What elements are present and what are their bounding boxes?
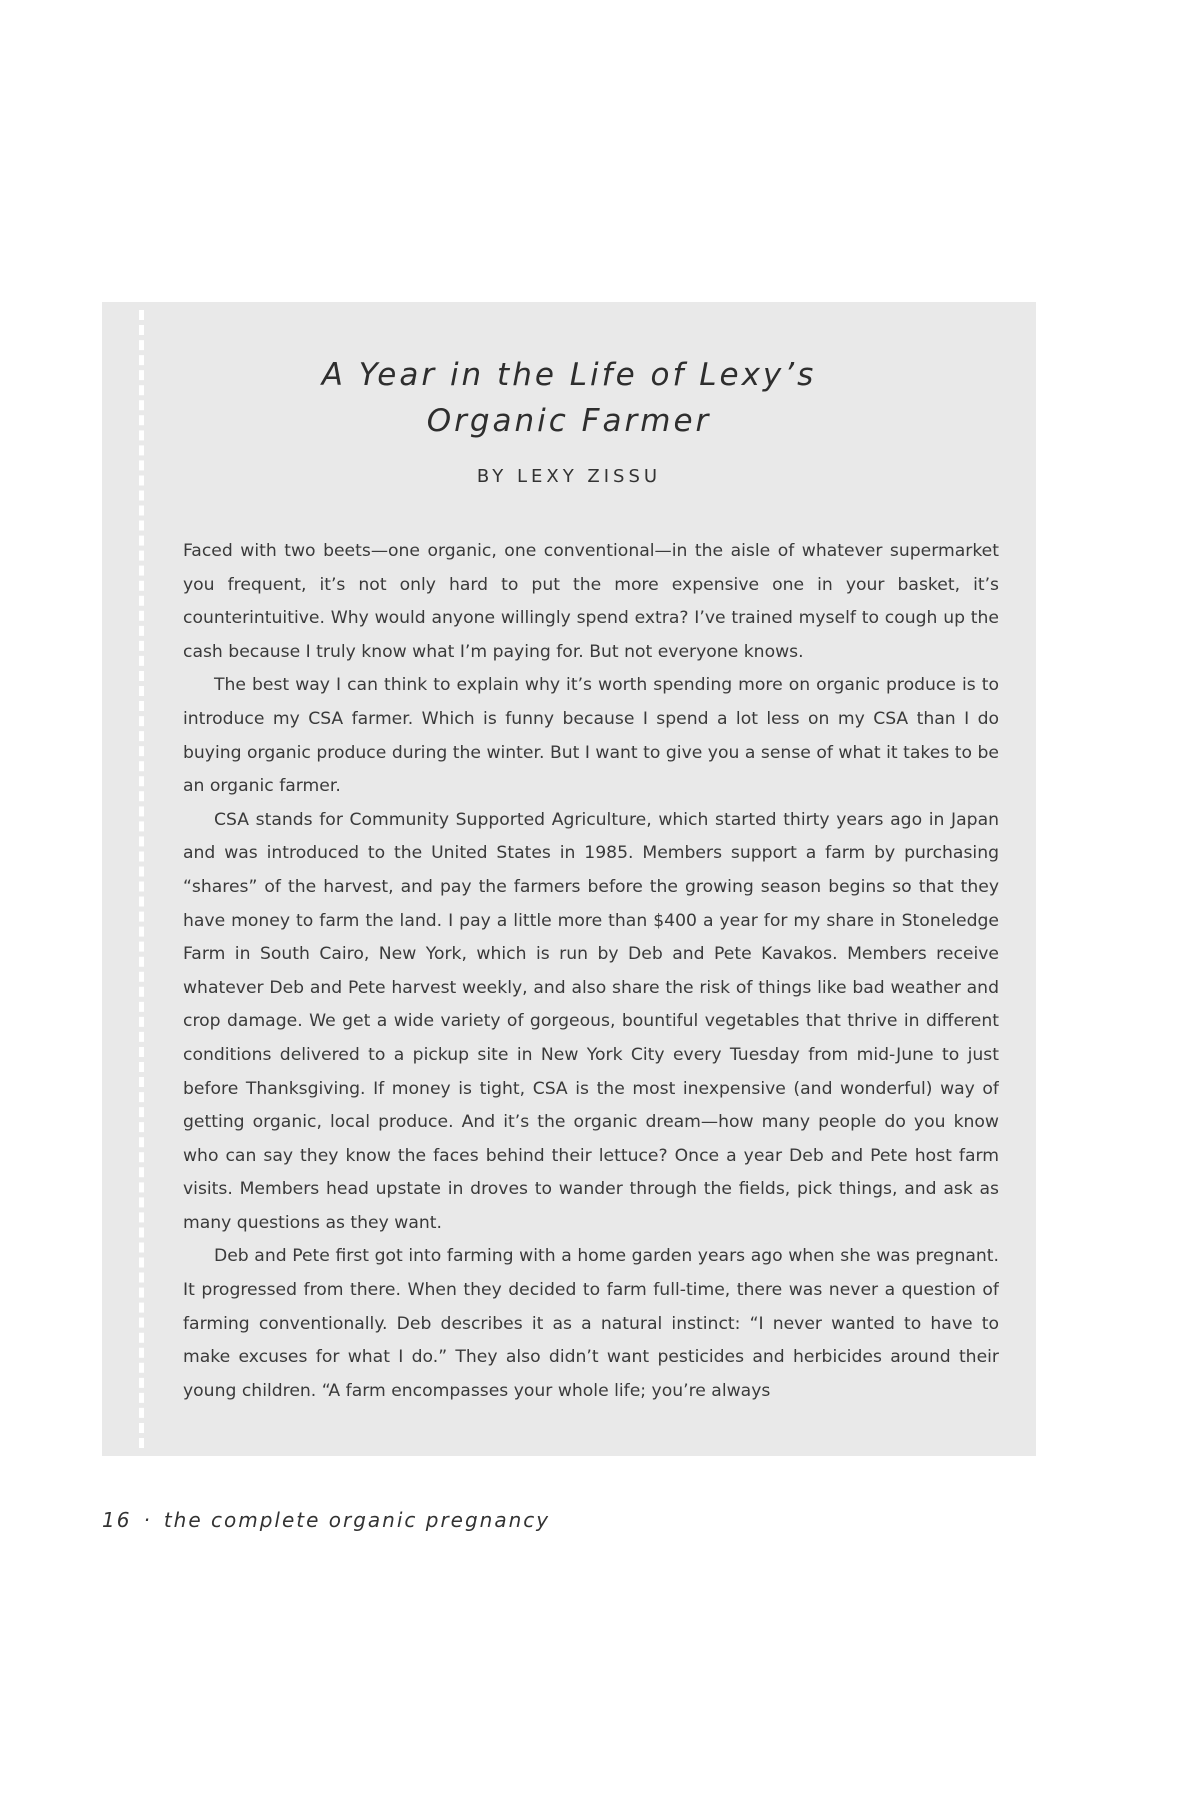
body-paragraph-2: The best way I can think to explain why it’s worth spending more on organic produce is to introduce my CSA farmer. Which is funny because I spend a lot less on my CSA than I do buying organic produce during the winter. But I want to give you a sense of what it takes to be an organic farmer. [183, 675, 999, 797]
sidebar-title [102, 352, 1036, 444]
body-paragraph-1: Faced with two beets—one organic, one conventional—in the aisle of whatever supermarket you frequent, it’s not only hard to put the more expensive one in your basket, it’s counterintuitive. Why would anyone willingly spend extra? I’ve trained myself to cough up the cash because I truly know what I’m paying for. But not everyone knows. [183, 541, 999, 662]
body-paragraph-4: Deb and Pete first got into farming with a home garden years ago when she was pregnant. It progressed from there. When they decided to farm full-time, there was never a question of farming conventionally. Deb describes it as a natural instinct: “I never wanted to have to make excuses for what I do.” They also didn’t want pesticides and herbicides around their young children. “A farm encompasses your whole life; you’re always [183, 1246, 999, 1401]
sidebar-title-line-1: A Year in the Life of Lexy’s [321, 357, 817, 393]
sidebar-body [183, 535, 999, 1440]
running-book-title: the complete organic pregnancy [163, 1508, 551, 1532]
body-paragraph-3: CSA stands for Community Supported Agriculture, which started thirty years ago in Japan and was introduced to the United States in 1985. Members support a farm by purchasing “shares” of the harvest, and pay the farmers before the growing season begins so that they have money to farm the land. I pay a little more than $400 a year for my share in Stoneledge Farm in South Cairo, New York, which is run by Deb and Pete Kavakos. Members receive whatever Deb and Pete harvest weekly, and also share the risk of things like bad weather and crop damage. We get a wide variety of gorgeous, bountiful vegetables that thrive in different conditions delivered to a pickup site in New York City every Tuesday from mid-June to just before Thanksgiving. If money is tight, CSA is the most inexpensive (and wonderful) way of getting organic, local produce. And it’s the organic dream—how many people do you know who can say they know the faces behind their lettuce? Once a year Deb and Pete host farm visits. Members head upstate in droves to wander through the fields, pick things, and ask as many questions as they want. [183, 809, 999, 1233]
sidebar-byline: BY LEXY ZISSU [476, 466, 662, 487]
sidebar-box [102, 302, 1036, 1456]
footer-separator: · [143, 1508, 152, 1532]
sidebar-title-line-2: Organic Farmer [426, 403, 712, 439]
page-footer [102, 1508, 550, 1532]
page-number: 16 [102, 1508, 132, 1532]
